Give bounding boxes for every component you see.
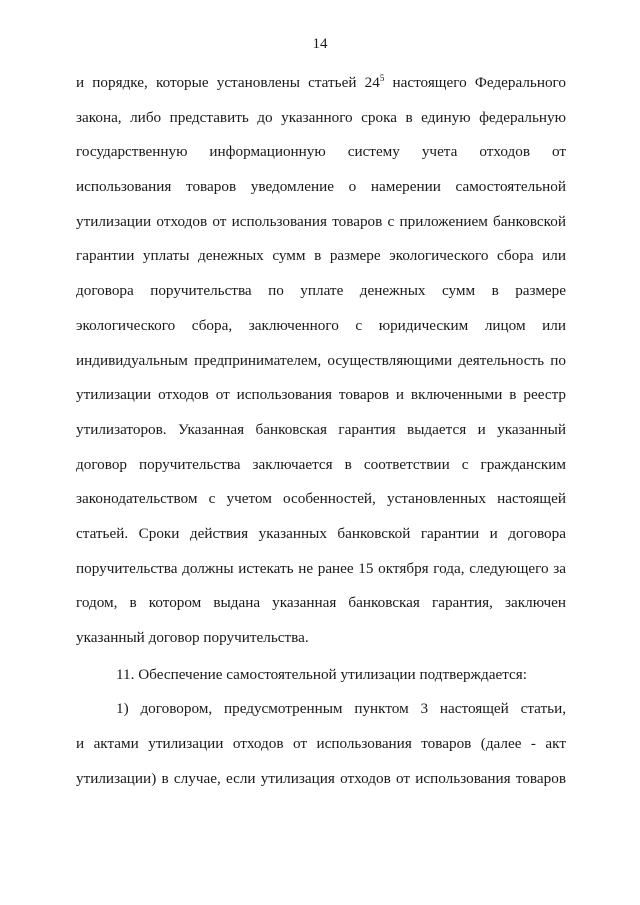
text-line: указанный договор поручительства.	[76, 629, 309, 646]
text-line: договора поручительства по уплате денежных сумм в размере	[76, 282, 566, 300]
text-line: закона, либо представить до указанного срока в единую федеральную	[76, 108, 566, 126]
text-line: гарантии уплаты денежных сумм в размере экологического сбора или	[76, 247, 566, 265]
text-line: статьей. Сроки действия указанных банковской гарантии и договора	[76, 524, 566, 542]
text-line: экологического сбора, заключенного с юридическим лицом или	[76, 316, 566, 334]
text-line: годом, в котором выдана указанная банковская гарантия, заключен	[76, 594, 566, 612]
text-line: и актами утилизации отходов от использования товаров (далее - акт	[76, 735, 566, 753]
text-line: законодательством с учетом особенностей, установленных настоящей	[76, 490, 566, 508]
text-line: использования товаров уведомление о намерении самостоятельной	[76, 178, 566, 196]
text-line: поручительства должны истекать не ранее 15 октября года, следующего за	[76, 559, 566, 577]
document-body	[76, 66, 566, 796]
text-line: индивидуальным предпринимателем, осуществляющими деятельность по	[76, 351, 566, 369]
text-line	[76, 66, 566, 101]
page-number: 14	[312, 36, 328, 52]
text-line: утилизации отходов от использования товаров с приложением банковской	[76, 212, 566, 230]
text-line: утилизации) в случае, если утилизация отходов от использования товаров	[76, 769, 566, 787]
superscript: 5	[379, 73, 385, 83]
text-fragment: и порядке, которые установлены статьей 24	[76, 74, 380, 91]
text-line: 1) договором, предусмотренным пунктом 3 настоящей статьи,	[116, 700, 566, 718]
text-fragment: настоящего Федерального	[384, 74, 566, 91]
text-line: договор поручительства заключается в соответствии с гражданским	[76, 455, 566, 473]
paragraph-heading: 11. Обеспечение самостоятельной утилизации подтверждается:	[116, 665, 528, 683]
text-line: государственную информационную систему учета отходов от	[76, 143, 566, 161]
text-line: утилизации отходов от использования товаров и включенными в реестр	[76, 386, 566, 404]
text-line: утилизаторов. Указанная банковская гарантия выдается и указанный	[76, 420, 566, 438]
